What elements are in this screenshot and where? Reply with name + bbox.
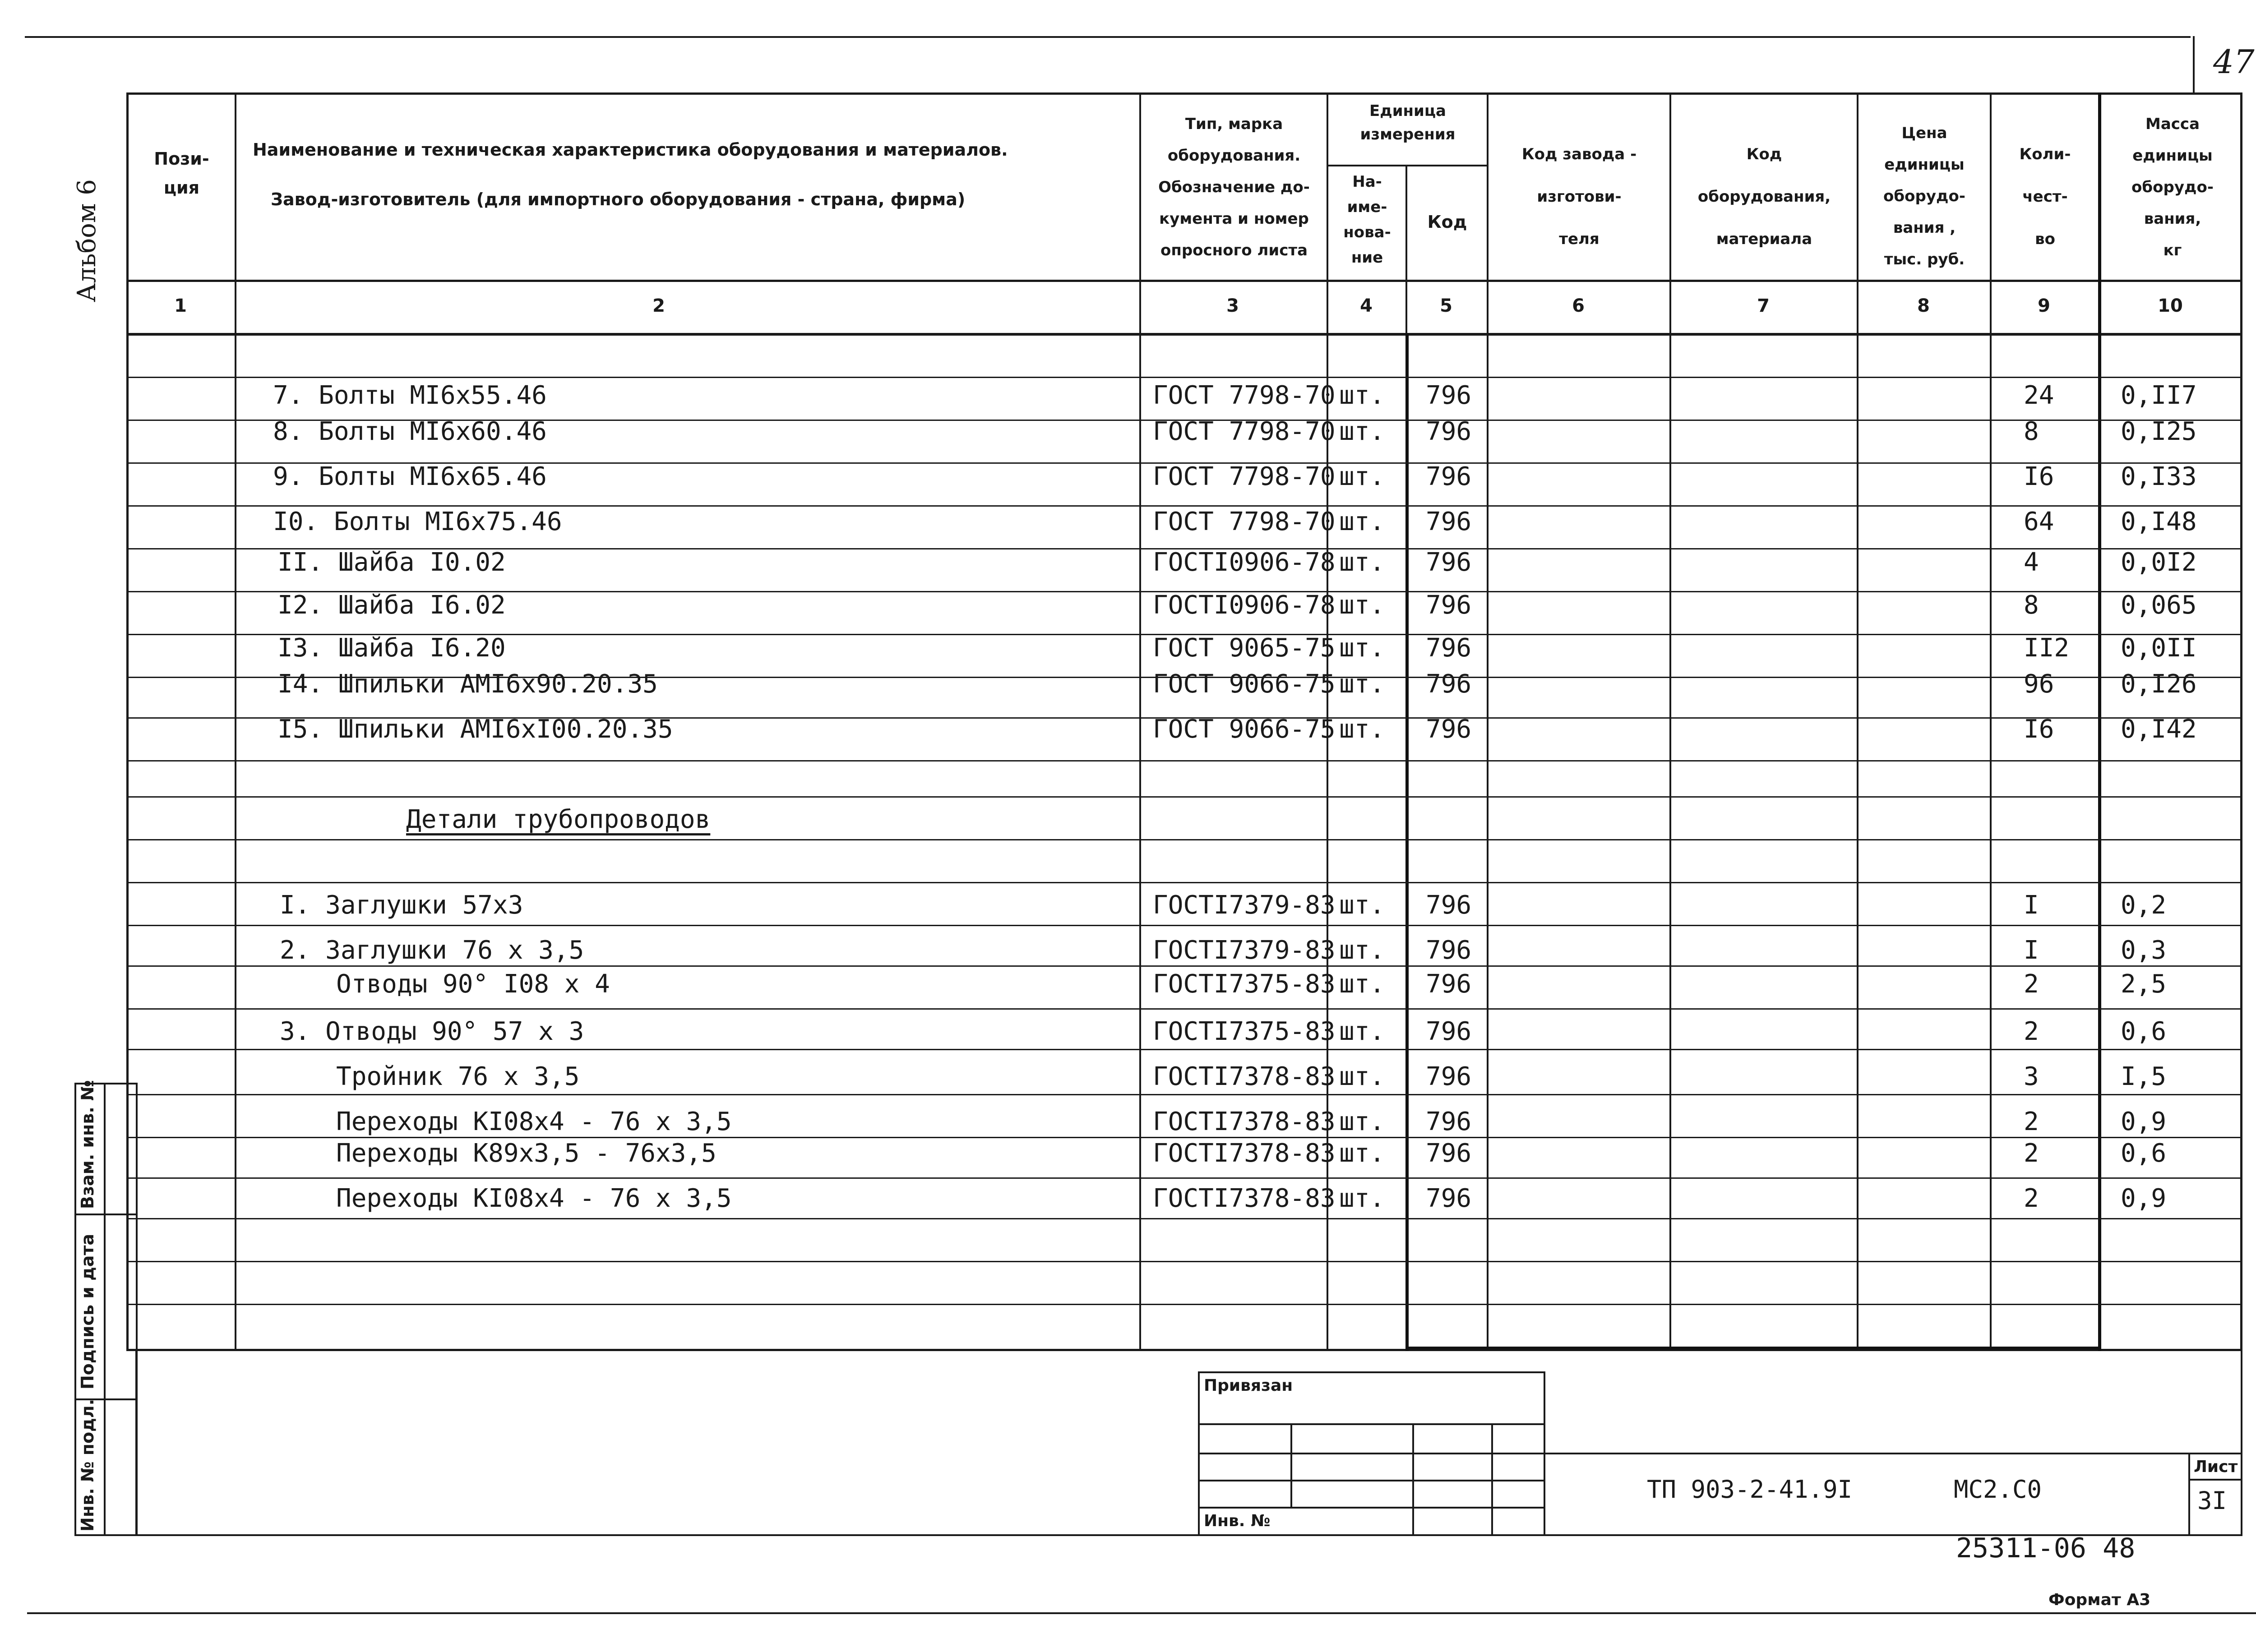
col-sep-7 bbox=[1857, 92, 1858, 1351]
spec-item-code: 796 bbox=[1426, 936, 1472, 965]
spec-item-name: I5. Шпильки АМI6хI00.20.35 bbox=[277, 715, 673, 744]
spec-item-code: 796 bbox=[1426, 1107, 1472, 1136]
row-separator bbox=[126, 882, 2242, 883]
spec-item-doc: ГОСТ 9065-75 bbox=[1153, 633, 1336, 663]
row-separator bbox=[126, 965, 2242, 967]
spec-item-name: I3. Шайба I6.20 bbox=[277, 633, 506, 663]
col-number: 10 bbox=[2158, 295, 2183, 316]
hdr-name-line2: Завод-изготовитель (для импортного оборудования - страна, фирма) bbox=[271, 189, 966, 209]
spec-item-mass: 0,9 bbox=[2121, 1184, 2167, 1213]
format-label: Формат А3 bbox=[2048, 1591, 2151, 1609]
spec-item-doc: ГОСТ 7798-70 bbox=[1153, 381, 1336, 410]
spec-item-mass: 0,I42 bbox=[2121, 715, 2197, 744]
spec-item-qty: 2 bbox=[2024, 1107, 2039, 1136]
spec-item-qty: II2 bbox=[2024, 633, 2070, 663]
spec-item-qty: 2 bbox=[2024, 1184, 2039, 1213]
row-separator bbox=[126, 505, 2242, 507]
spec-item-name: I0. Болты МI6х75.46 bbox=[273, 507, 562, 536]
spec-item-mass: 0,I33 bbox=[2121, 462, 2197, 491]
spec-item-code: 796 bbox=[1426, 969, 1472, 999]
album-label: Альбом 6 bbox=[72, 179, 102, 302]
spec-item-doc: ГОСТI7379-83 bbox=[1153, 936, 1336, 965]
spec-item-mass: 0,0II bbox=[2121, 633, 2197, 663]
spec-item-doc: ГОСТI7378-83 bbox=[1153, 1184, 1336, 1213]
spec-item-name: I. Заглушки 57х3 bbox=[280, 891, 523, 920]
spec-item-code: 796 bbox=[1426, 548, 1472, 577]
doc-code: ТП 903-2-41.9I bbox=[1647, 1475, 1853, 1504]
row-separator bbox=[126, 796, 2242, 798]
spec-item-mass: 0,6 bbox=[2121, 1139, 2167, 1168]
colnum-bottom-line bbox=[126, 333, 2242, 336]
col-sep-8 bbox=[1990, 92, 1992, 1351]
row-separator bbox=[126, 1177, 2242, 1179]
archive-number: 25311-06 48 bbox=[1956, 1532, 2136, 1564]
col-number: 1 bbox=[174, 295, 187, 316]
spec-item-mass: 0,I48 bbox=[2121, 507, 2197, 536]
spec-item-name: 7. Болты МI6х55.46 bbox=[273, 381, 547, 410]
spec-item-qty: 96 bbox=[2024, 669, 2054, 699]
spec-item-code: 796 bbox=[1426, 462, 1472, 491]
col-number: 5 bbox=[1440, 295, 1452, 316]
header-bottom-line bbox=[126, 280, 2242, 282]
spec-item-code: 796 bbox=[1426, 381, 1472, 410]
spec-item-name: 9. Болты МI6х65.46 bbox=[273, 462, 547, 491]
spec-item-code: 796 bbox=[1426, 633, 1472, 663]
side-stamp-line1 bbox=[74, 1214, 138, 1215]
spec-item-name: 8. Болты МI6х60.46 bbox=[273, 417, 547, 446]
spec-item-unit: шт. bbox=[1339, 969, 1385, 999]
spec-item-unit: шт. bbox=[1339, 417, 1385, 446]
spec-item-unit: шт. bbox=[1339, 669, 1385, 699]
spec-item-unit: шт. bbox=[1339, 633, 1385, 663]
side-stamp-divider bbox=[104, 1083, 106, 1536]
hdr-position: Пози- ция bbox=[154, 149, 209, 198]
spec-item-doc: ГОСТI7378-83 bbox=[1153, 1107, 1336, 1136]
spec-item-name: II. Шайба I0.02 bbox=[277, 548, 506, 577]
spec-item-doc: ГОСТ 9066-75 bbox=[1153, 669, 1336, 699]
sheet-label: Лист bbox=[2194, 1458, 2238, 1476]
spec-item-unit: шт. bbox=[1339, 462, 1385, 491]
row-separator bbox=[126, 1137, 2242, 1138]
row-separator bbox=[126, 839, 2242, 840]
row-separator bbox=[126, 1049, 2242, 1050]
spec-item-doc: ГОСТI7379-83 bbox=[1153, 891, 1336, 920]
spec-item-qty: I bbox=[2024, 936, 2039, 965]
sheet-number: 3I bbox=[2197, 1486, 2227, 1515]
spec-item-unit: шт. bbox=[1339, 891, 1385, 920]
hdr-type: Тип, марка оборудования. Обозначение до- кумента и номер опросного листа bbox=[1158, 115, 1310, 259]
hdr-price: Цена единицы оборудо- вания , тыс. руб. bbox=[1883, 124, 1965, 268]
spec-item-qty: I bbox=[2024, 891, 2039, 920]
hdr-equipment-code: Код оборудования, материала bbox=[1697, 145, 1831, 248]
sheet-box-left bbox=[2188, 1453, 2190, 1536]
side-stamp-replace-inv: Взам. инв. № bbox=[78, 1080, 97, 1209]
spec-item-code: 796 bbox=[1426, 591, 1472, 620]
attached-line2 bbox=[1198, 1453, 1545, 1454]
spec-item-code: 796 bbox=[1426, 715, 1472, 744]
spec-item-qty: 64 bbox=[2024, 507, 2054, 536]
spec-item-code: 796 bbox=[1426, 1184, 1472, 1213]
col-number: 7 bbox=[1757, 295, 1770, 316]
spec-item-doc: ГОСТI7375-83 bbox=[1153, 969, 1336, 999]
row-separator bbox=[126, 1218, 2242, 1219]
col-sep-5 bbox=[1487, 92, 1489, 1351]
spec-item-unit: шт. bbox=[1339, 381, 1385, 410]
spec-item-doc: ГОСТ 9066-75 bbox=[1153, 715, 1336, 744]
col-number: 3 bbox=[1226, 295, 1239, 316]
col-sep-4b bbox=[1405, 334, 1409, 1351]
col-number: 8 bbox=[1917, 295, 1930, 316]
row-separator bbox=[126, 925, 2242, 926]
inv-no-label: Инв. № bbox=[1204, 1512, 1271, 1530]
spec-item-mass: 0,3 bbox=[2121, 936, 2167, 965]
spec-item-mass: 0,I25 bbox=[2121, 417, 2197, 446]
spec-item-name: I4. Шпильки АМI6х90.20.35 bbox=[277, 669, 658, 699]
spec-item-qty: 8 bbox=[2024, 417, 2039, 446]
spec-item-unit: шт. bbox=[1339, 936, 1385, 965]
spec-item-unit: шт. bbox=[1339, 1139, 1385, 1168]
spec-item-mass: 0,II7 bbox=[2121, 381, 2197, 410]
spec-item-name: Переходы КI08х4 - 76 х 3,5 bbox=[336, 1184, 732, 1213]
spec-item-unit: шт. bbox=[1339, 548, 1385, 577]
col-sep-6 bbox=[1669, 92, 1671, 1351]
attached-label: Привязан bbox=[1204, 1376, 1293, 1395]
spec-item-mass: 0,0I2 bbox=[2121, 548, 2197, 577]
hdr-unit-code: Код bbox=[1427, 212, 1467, 232]
row-separator bbox=[126, 1304, 2242, 1305]
spec-item-mass: 0,2 bbox=[2121, 891, 2167, 920]
spec-item-unit: шт. bbox=[1339, 507, 1385, 536]
row-separator bbox=[126, 760, 2242, 761]
spec-item-mass: 0,6 bbox=[2121, 1017, 2167, 1046]
col-number: 2 bbox=[652, 295, 665, 316]
hdr-unit-name: На- име- нова- ние bbox=[1343, 173, 1391, 267]
spec-item-mass: I,5 bbox=[2121, 1062, 2167, 1091]
col-number: 9 bbox=[2038, 295, 2050, 316]
col-number: 4 bbox=[1360, 295, 1373, 316]
attached-col2 bbox=[1412, 1423, 1414, 1536]
spec-item-name: Тройник 76 х 3,5 bbox=[336, 1062, 580, 1091]
spec-item-doc: ГОСТI7378-83 bbox=[1153, 1062, 1336, 1091]
spec-item-unit: шт. bbox=[1339, 715, 1385, 744]
row-separator bbox=[126, 1094, 2242, 1095]
spec-item-code: 796 bbox=[1426, 417, 1472, 446]
col-sep-9 bbox=[2098, 92, 2101, 1351]
attached-line3 bbox=[1198, 1480, 1545, 1481]
spec-item-doc: ГОСТ 7798-70 bbox=[1153, 462, 1336, 491]
attached-col3 bbox=[1491, 1423, 1493, 1536]
spec-item-name: Переходы К89х3,5 - 76х3,5 bbox=[336, 1139, 717, 1168]
spec-item-code: 796 bbox=[1426, 891, 1472, 920]
col-number: 6 bbox=[1572, 295, 1585, 316]
attached-line1 bbox=[1198, 1423, 1545, 1425]
spec-item-code: 796 bbox=[1426, 507, 1472, 536]
spec-item-code: 796 bbox=[1426, 669, 1472, 699]
hdr-name-line1: Наименование и техническая характеристика оборудования и материалов. bbox=[253, 140, 1008, 160]
hdr-quantity: Коли- чест- во bbox=[2019, 145, 2071, 248]
spec-item-mass: 2,5 bbox=[2121, 969, 2167, 999]
row-separator bbox=[126, 377, 2242, 378]
col-sep-2 bbox=[1139, 92, 1141, 1351]
spec-item-name: 2. Заглушки 76 х 3,5 bbox=[280, 936, 584, 965]
spec-item-doc: ГОСТI0906-78 bbox=[1153, 548, 1336, 577]
spec-item-code: 796 bbox=[1426, 1062, 1472, 1091]
spec-item-qty: 3 bbox=[2024, 1062, 2039, 1091]
doc-mark: МС2.С0 bbox=[1954, 1475, 2042, 1504]
spec-item-name: Переходы КI08х4 - 76 х 3,5 bbox=[336, 1107, 732, 1136]
spec-item-doc: ГОСТ 7798-70 bbox=[1153, 417, 1336, 446]
spec-item-name: I2. Шайба I6.02 bbox=[277, 591, 506, 620]
col-sep-1 bbox=[235, 92, 236, 1351]
doc-code-top-line bbox=[1545, 1453, 2242, 1454]
spec-item-mass: 0,9 bbox=[2121, 1107, 2167, 1136]
spec-item-doc: ГОСТ 7798-70 bbox=[1153, 507, 1336, 536]
spec-item-qty: I6 bbox=[2024, 462, 2054, 491]
section-title: Детали трубопроводов bbox=[406, 805, 711, 834]
spec-item-unit: шт. bbox=[1339, 1017, 1385, 1046]
spec-item-doc: ГОСТI7375-83 bbox=[1153, 1017, 1336, 1046]
hdr-factory-code: Код завода - изготови- теля bbox=[1521, 145, 1637, 248]
spec-item-doc: ГОСТI7378-83 bbox=[1153, 1139, 1336, 1168]
spec-item-mass: 0,065 bbox=[2121, 591, 2197, 620]
spec-item-qty: 8 bbox=[2024, 591, 2039, 620]
spec-item-doc: ГОСТI0906-78 bbox=[1153, 591, 1336, 620]
spec-item-mass: 0,I26 bbox=[2121, 669, 2197, 699]
row-separator bbox=[126, 1008, 2242, 1010]
spec-item-qty: 2 bbox=[2024, 1017, 2039, 1046]
spec-item-name: 3. Отводы 90° 57 х 3 bbox=[280, 1017, 584, 1046]
page-number-box-left bbox=[2193, 36, 2195, 95]
hdr-mass: Масса единицы оборудо- вания, кг bbox=[2131, 115, 2214, 259]
spec-item-code: 796 bbox=[1426, 1017, 1472, 1046]
spec-item-qty: 2 bbox=[2024, 1139, 2039, 1168]
hdr-unit: Единица измерения bbox=[1360, 102, 1456, 143]
spec-item-name: Отводы 90° I08 х 4 bbox=[336, 969, 610, 999]
page-number: 47 bbox=[2213, 43, 2255, 81]
spec-item-code: 796 bbox=[1426, 1139, 1472, 1168]
spec-item-unit: шт. bbox=[1339, 1184, 1385, 1213]
spec-item-unit: шт. bbox=[1339, 591, 1385, 620]
spec-item-unit: шт. bbox=[1339, 1062, 1385, 1091]
spec-item-qty: 4 bbox=[2024, 548, 2039, 577]
spec-item-qty: 24 bbox=[2024, 381, 2054, 410]
bottom-frame-line bbox=[27, 1612, 2256, 1614]
side-stamp-inv-no: Инв. № подл. bbox=[78, 1398, 97, 1532]
attached-col1 bbox=[1290, 1423, 1292, 1507]
spec-item-qty: 2 bbox=[2024, 969, 2039, 999]
row-separator bbox=[126, 1261, 2242, 1262]
spec-item-unit: шт. bbox=[1339, 1107, 1385, 1136]
spec-item-qty: I6 bbox=[2024, 715, 2054, 744]
side-stamp-signature: Подпись и дата bbox=[78, 1233, 97, 1389]
title-block-frame bbox=[135, 1349, 2242, 1536]
